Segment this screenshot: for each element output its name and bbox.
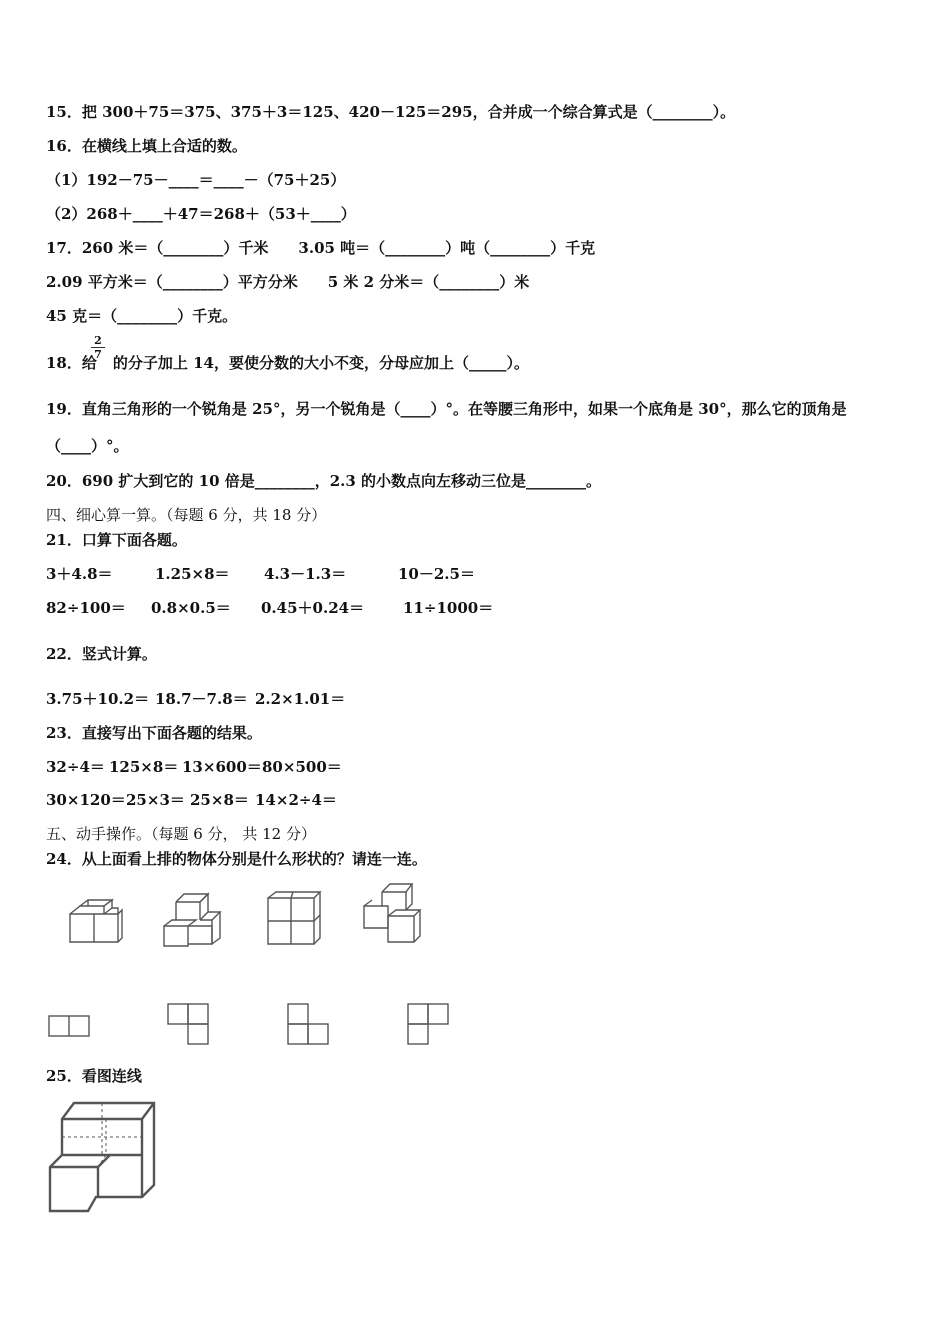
calc-item: 4.3－1.3＝ (264, 565, 347, 583)
calc-item: 14×2÷4＝ (255, 791, 337, 809)
fraction-two-sevenths (91, 334, 105, 361)
calc-item: 11÷1000＝ (403, 599, 494, 617)
calc-item: 0.45＋0.24＝ (261, 599, 365, 617)
calc-item: 30×120＝ (46, 791, 126, 809)
calc-item: 80×500＝ (262, 758, 342, 776)
calc-item: 3＋4.8＝ (46, 565, 113, 583)
question-18-suffix: 的分子加上 14，要使分数的大小不变，分母应加上（_____）。 (112, 354, 529, 372)
calc-item: 1.25×8＝ (155, 565, 230, 583)
question-23: 23．直接写出下面各题的结果。 (46, 724, 262, 742)
question-18-prefix: 18．给 (46, 354, 97, 372)
question-16: 16．在横线上填上合适的数。 (46, 137, 247, 155)
calc-item: 25×8＝ (190, 791, 249, 809)
question-18 (46, 353, 529, 373)
calc-item: 2.2×1.01＝ (255, 690, 346, 708)
top-view-2 (166, 1002, 210, 1050)
question-16-part-1: （1）192－75－____＝____－（75＋25） (46, 171, 346, 189)
question-17-line-1: 17．260 米＝（________）千米 3.05 吨＝（________）吨（________）千克 (46, 239, 596, 257)
question-24: 24．从上面看上排的物体分别是什么形状的？请连一连。 (46, 850, 427, 868)
question-19-line-1: 19．直角三角形的一个锐角是 25°，另一个锐角是（____）°。在等腰三角形中，如果一个底角是 30°，那么它的顶角是 (46, 400, 847, 418)
question-16-part-2: （2）268＋____＋47＝268＋（53＋____） (46, 205, 356, 223)
cube-figure-1 (66, 898, 126, 946)
calc-item: 0.8×0.5＝ (151, 599, 231, 617)
question-17-line-3: 45 克＝（________）千克。 (46, 307, 238, 325)
fraction-denominator: 7 (94, 348, 102, 361)
fraction-numerator: 2 (91, 334, 105, 348)
calc-item: 125×8＝ (109, 758, 179, 776)
top-view-4 (406, 1002, 452, 1050)
calc-item: 10－2.5＝ (398, 565, 475, 583)
calc-item: 13×600＝ (182, 758, 262, 776)
question-17-line-2: 2.09 平方米＝（________）平方分米 5 米 2 分米＝（________）米 (46, 273, 530, 291)
solid-figure (44, 1097, 160, 1215)
cube-figure-2 (162, 888, 226, 948)
top-view-1 (48, 1013, 92, 1039)
question-19-line-2: （____）°。 (46, 437, 129, 455)
calc-item: 18.7－7.8＝ (155, 690, 248, 708)
cube-figure-4 (358, 880, 426, 946)
question-25: 25．看图连线 (46, 1067, 142, 1085)
section-4-heading: 四、细心算一算。（每题 6 分，共 18 分） (46, 506, 327, 524)
calc-item: 25×3＝ (126, 791, 185, 809)
cube-figure-3 (264, 888, 324, 946)
section-5-heading: 五、动手操作。（每题 6 分， 共 12 分） (46, 825, 316, 843)
calc-item: 32÷4＝ (46, 758, 105, 776)
question-20: 20．690 扩大到它的 10 倍是________，2.3 的小数点向左移动三位是________。 (46, 472, 602, 490)
question-21: 21．口算下面各题。 (46, 531, 187, 549)
top-view-3 (286, 1002, 332, 1050)
calc-item: 3.75＋10.2＝ (46, 690, 150, 708)
calc-item: 82÷100＝ (46, 599, 126, 617)
question-22: 22．竖式计算。 (46, 645, 157, 663)
question-15: 15．把 300＋75＝375、375＋3＝125、420－125＝295，合并成一个综合算式是（________）。 (46, 103, 736, 121)
